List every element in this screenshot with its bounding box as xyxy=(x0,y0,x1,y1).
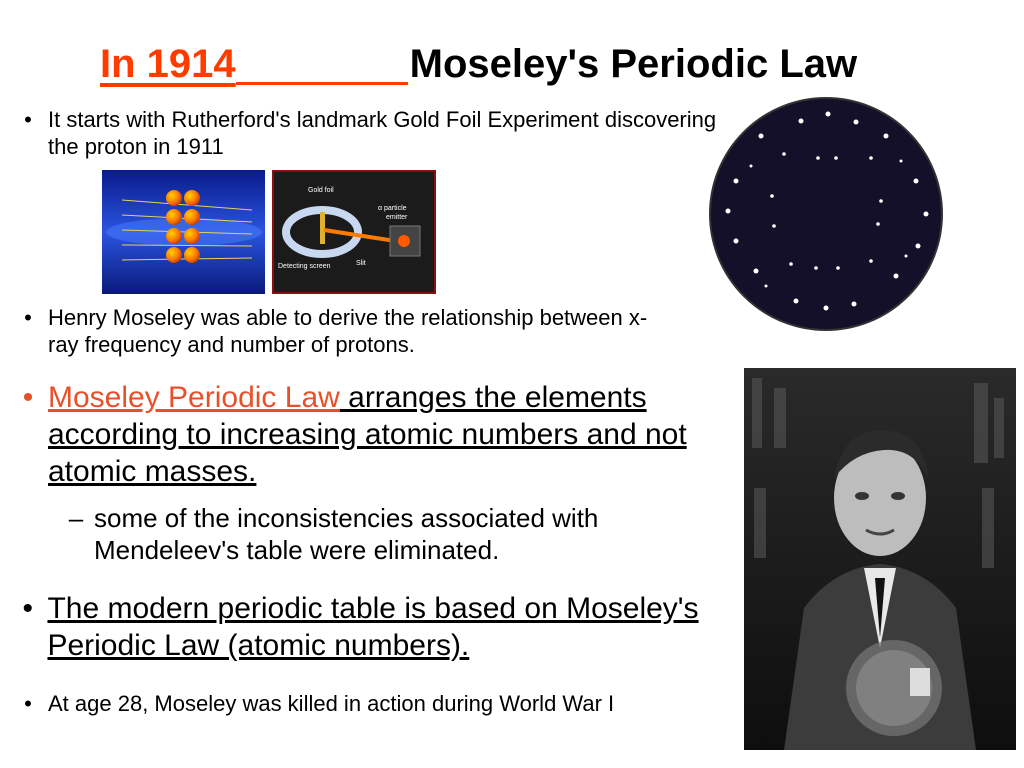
label-gold-foil: Gold foil xyxy=(308,187,334,194)
bullet-modern-table xyxy=(8,590,728,664)
bullet-ww1 xyxy=(8,690,728,717)
scattering-circle-image xyxy=(706,96,946,332)
highlight-term: Moseley Periodic Law xyxy=(48,381,340,414)
bullet-text xyxy=(48,379,708,490)
label-emitter: emitter xyxy=(386,214,408,221)
bullet-rest: arranges the elements according to increasing atomic numbers and not atomic masses. xyxy=(48,381,687,488)
bullet-marker: • xyxy=(22,592,33,625)
sub-marker: – xyxy=(68,503,84,533)
bullet-text: It starts with Rutherford's landmark Gold Foil Experiment discovering the proton in 1911 xyxy=(48,107,717,159)
bullet-marker: • xyxy=(22,381,34,414)
bullet-text: The modern periodic table is based on Moseley's Periodic Law (atomic numbers). xyxy=(47,592,699,662)
nucleus-image xyxy=(102,170,265,294)
title-year: In 1914 xyxy=(100,42,236,86)
bullet-marker: • xyxy=(24,305,32,330)
sub-bullet-inconsistencies xyxy=(58,502,718,566)
bullet-moseley-xray xyxy=(8,304,658,358)
bullet-marker: • xyxy=(24,107,32,132)
label-slit: Slit xyxy=(356,260,366,267)
bullet-rutherford xyxy=(8,106,728,160)
title-main: Moseley's Periodic Law xyxy=(409,42,858,86)
moseley-portrait-photo xyxy=(744,368,1016,750)
sub-text: some of the inconsistencies associated with Mendeleev's table were eliminated. xyxy=(94,503,599,565)
slide-title xyxy=(100,38,857,98)
title-underline-gap xyxy=(236,38,408,85)
bullet-marker: • xyxy=(24,691,32,716)
bullet-text: At age 28, Moseley was killed in action during World War I xyxy=(48,691,615,716)
bullet-text: Henry Moseley was able to derive the relationship between x-ray frequency and number of protons. xyxy=(48,305,648,357)
label-detecting-screen: Detecting screen xyxy=(278,263,331,270)
gold-foil-diagram xyxy=(272,170,436,294)
label-alpha-particle: α particle xyxy=(378,205,407,212)
bullet-periodic-law xyxy=(8,379,728,490)
